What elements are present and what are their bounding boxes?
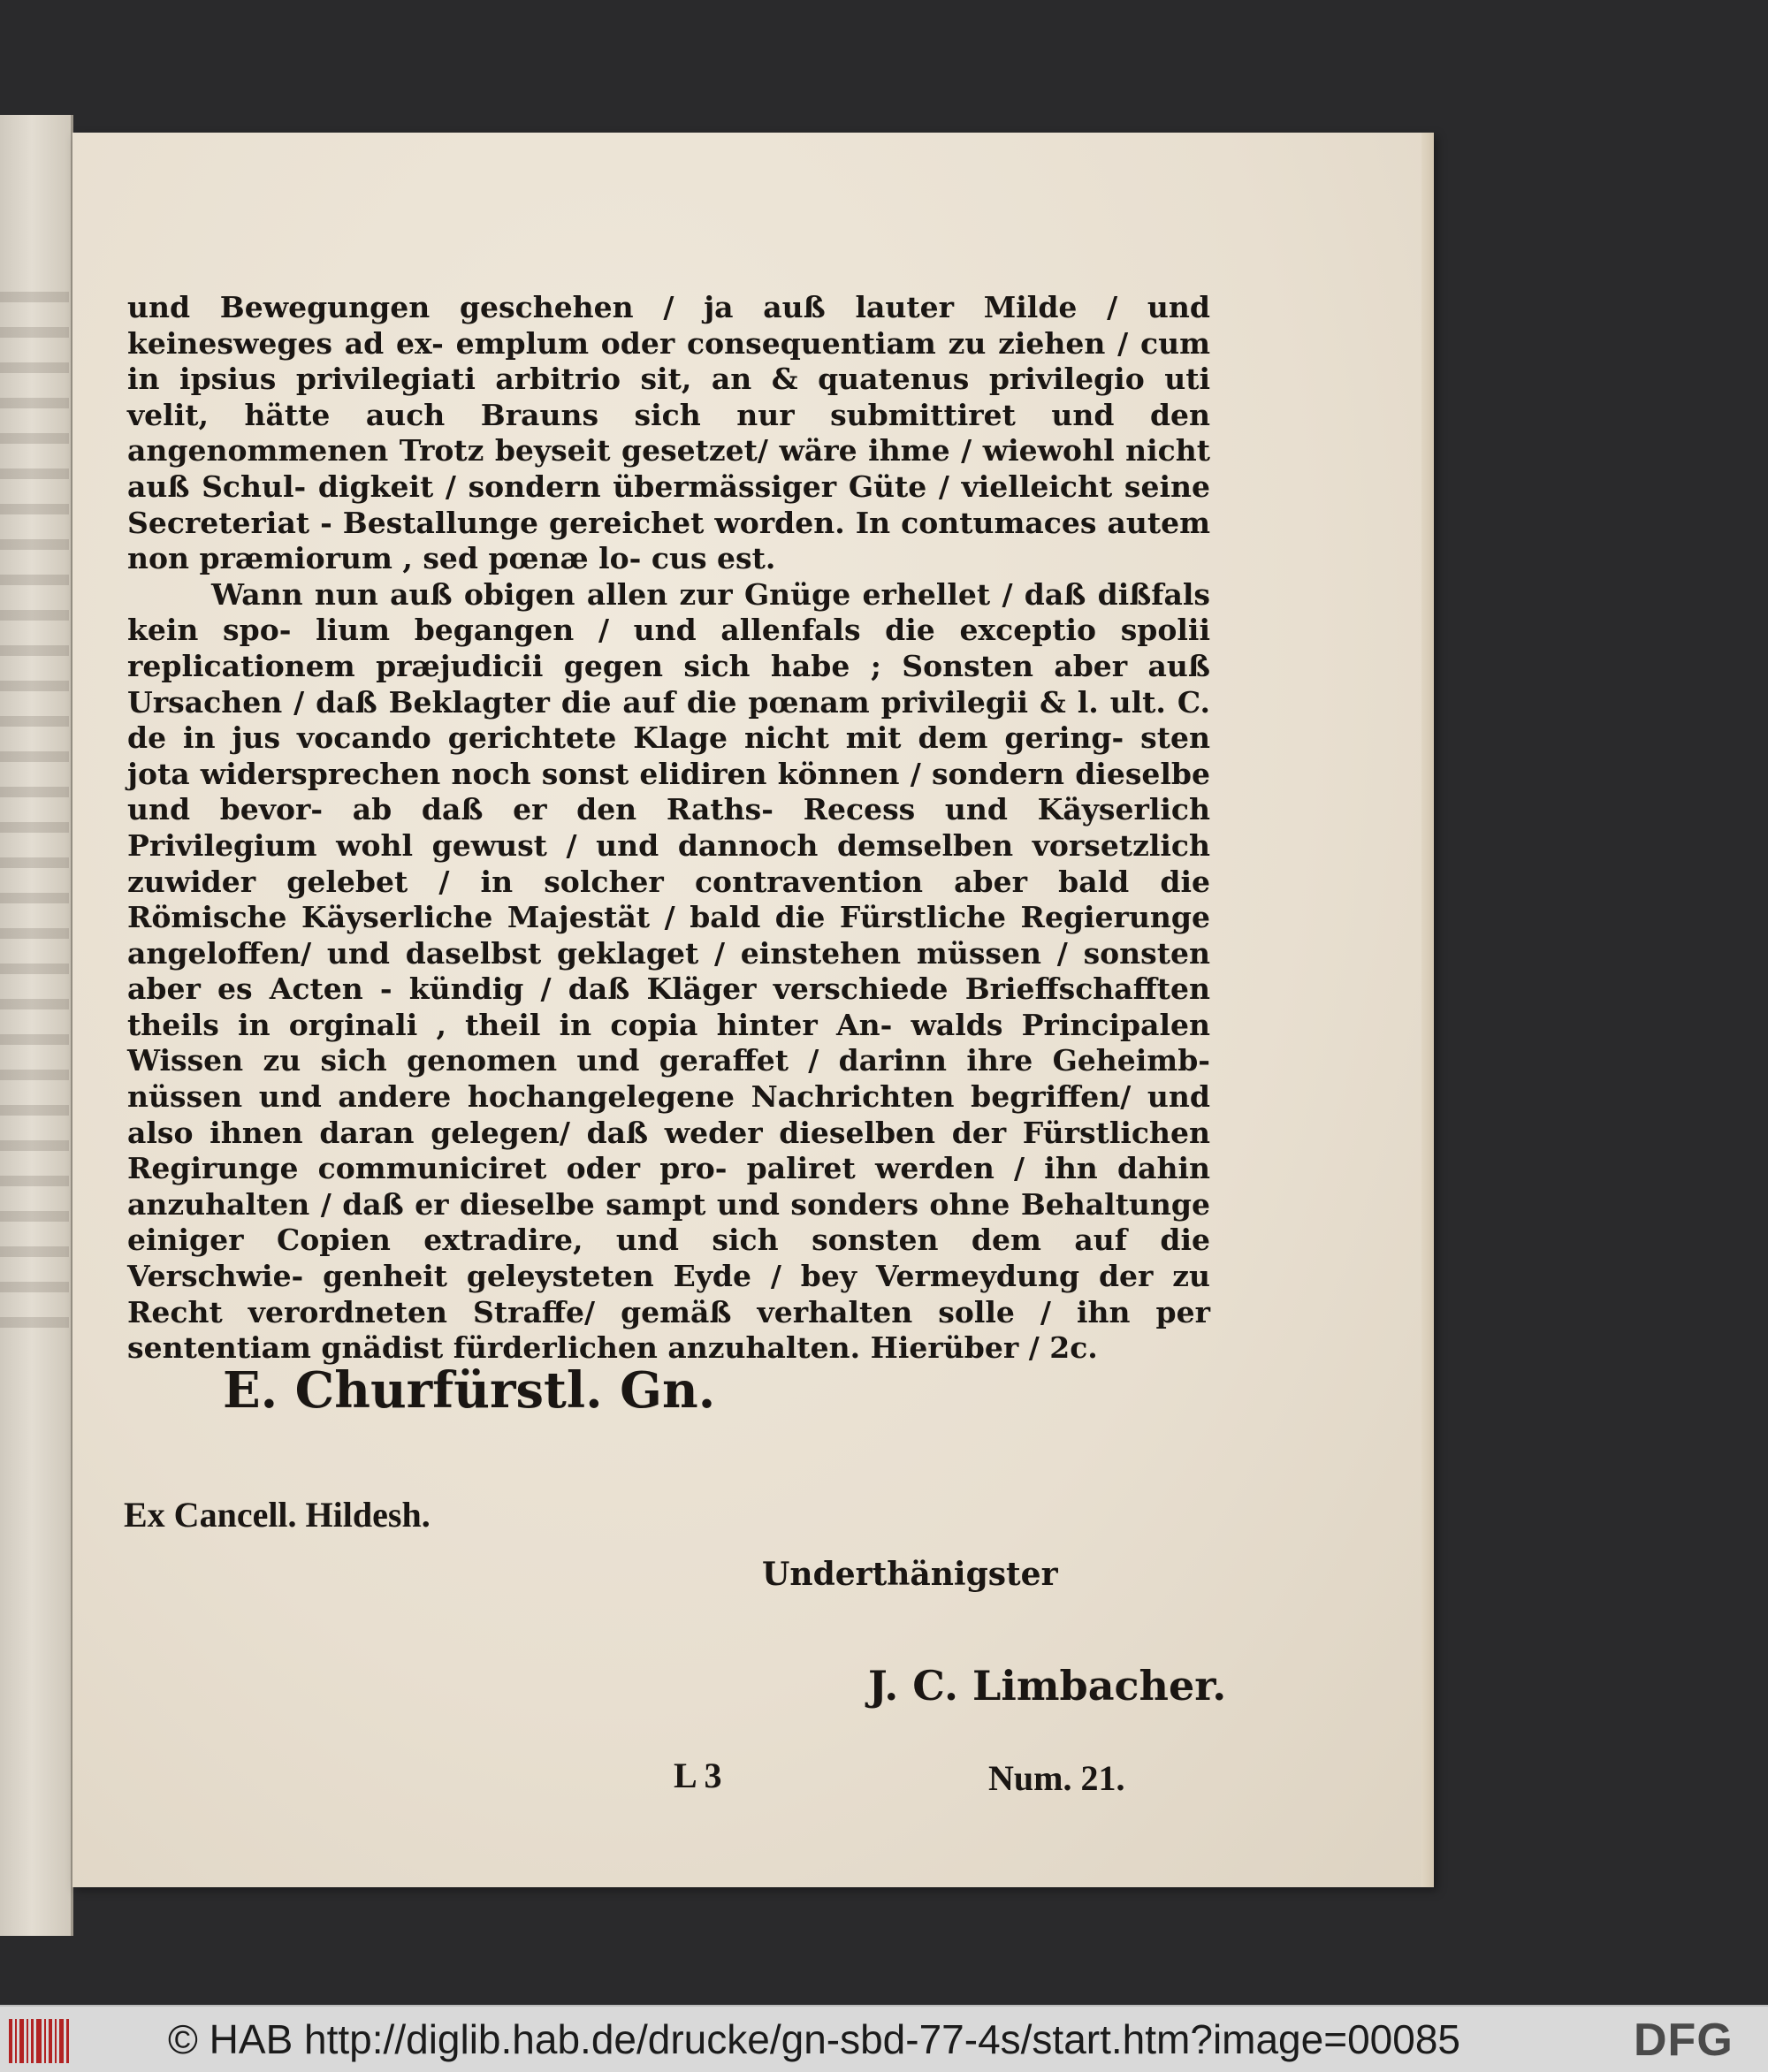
barcode-icon bbox=[7, 2019, 72, 2063]
dfg-logo: DFG bbox=[1634, 2015, 1734, 2066]
footer-bar bbox=[0, 2005, 1768, 2072]
catchword: Num. 21. bbox=[988, 1758, 1125, 1798]
text-line: dannoch demselben vorsetzlich zuwider gelebet / in solcher contravention aber bald bbox=[127, 827, 1210, 899]
humble-formula: Underthänigster bbox=[762, 1556, 1058, 1593]
body-text bbox=[127, 290, 1210, 1367]
text-line: walds Principalen Wissen zu sich genomen und geraffet / darinn ihre Geheimb- bbox=[127, 1007, 1210, 1078]
text-line: den angenommenen Trotz beyseit gesetzet/ wäre ihme / wiewohl nicht auß Schul- bbox=[127, 397, 1210, 504]
place-line: Ex Cancell. Hildesh. bbox=[124, 1495, 431, 1535]
paragraph-1 bbox=[127, 290, 1210, 577]
text-line: und daselbst geklaget / einstehen müssen / sonsten aber es Acten - kündig / daß bbox=[127, 935, 1210, 1007]
paragraph-2 bbox=[127, 577, 1210, 1367]
text-line: und Bewegungen geschehen / ja auß lauter Milde / und keinesweges ad ex- bbox=[127, 290, 1210, 361]
text-line: nüssen und andere hochangelegene Nachrichten begriffen/ und also ihnen daran bbox=[127, 1079, 1210, 1150]
text-line: digkeit / sondern übermässiger Güte / vielleicht seine Secreteriat - Bestallunge bbox=[127, 468, 1210, 540]
text-line: ab daß er den Raths- Recess und Käyserlich Privilegium wohl gewust / und bbox=[127, 792, 1210, 863]
text-line: Wann nun auß obigen allen zur Gnüge erhellet / daß dißfals kein spo- bbox=[127, 576, 1210, 648]
signature-mark: L 3 bbox=[674, 1756, 722, 1795]
copyright-link[interactable]: © HAB http://diglib.hab.de/drucke/gn-sbd-77-4s/start.htm?image=00085 bbox=[168, 2016, 1461, 2062]
text-line: gemäß verhalten solle / ihn per sententiam gnädist fürderlichen anzuhalten. bbox=[127, 1294, 1211, 1366]
text-line: die Römische Käyserliche Majestät / bald die Fürstliche Regierunge angeloffen/ bbox=[127, 864, 1210, 971]
text-line: sich habe ; Sonsten aber auß Ursachen / daß Beklagter die auf die pœnam bbox=[127, 648, 1210, 720]
text-line: Kläger verschiede Brieffschafften theils in orginali , theil in copia hinter An- bbox=[127, 971, 1210, 1042]
text-line: sten jota widersprechen noch sonst elidiren können / sondern dieselbe und bevor- bbox=[127, 720, 1210, 827]
text-line: emplum oder consequentiam zu ziehen / cum in ipsius privilegiati arbitrio sit, bbox=[127, 325, 1210, 397]
signer-name: J. C. Limbacher. bbox=[868, 1662, 1227, 1710]
text-line: Hierüber / 2c. bbox=[870, 1330, 1098, 1366]
document-page bbox=[72, 133, 1434, 1887]
text-line: lium begangen / und allenfals die exceptio spolii replicationem præjudicii gegen bbox=[127, 613, 1210, 683]
text-line: cus est. bbox=[651, 541, 776, 576]
text-line: gelegen/ daß weder dieselben der Fürstlichen Regirunge communiciret oder pro- bbox=[127, 1115, 1210, 1186]
text-line: genheit geleysteten Eyde / bey Vermeydung der zu Recht verordneten Straffe/ bbox=[127, 1259, 1211, 1329]
text-line: Behaltunge einiger Copien extradire, und sich sonsten dem auf die Verschwie- bbox=[127, 1186, 1210, 1294]
text-line: gereichet worden. In contumaces autem non præmiorum , sed pœnæ lo- bbox=[127, 505, 1211, 576]
text-line: privilegii & l. ult. C. de in jus vocando gerichtete Klage nicht mit dem gering- bbox=[127, 684, 1211, 756]
text-line: paliret werden / ihn dahin anzuhalten / daß er dieselbe sampt und sonders ohne bbox=[127, 1151, 1210, 1222]
text-line: an & quatenus privilegio uti velit, hätte auch Brauns sich nur submittiret und bbox=[127, 362, 1210, 432]
previous-page-edge bbox=[0, 115, 73, 1936]
closing-salutation: E. Churfürstl. Gn. bbox=[223, 1361, 716, 1420]
